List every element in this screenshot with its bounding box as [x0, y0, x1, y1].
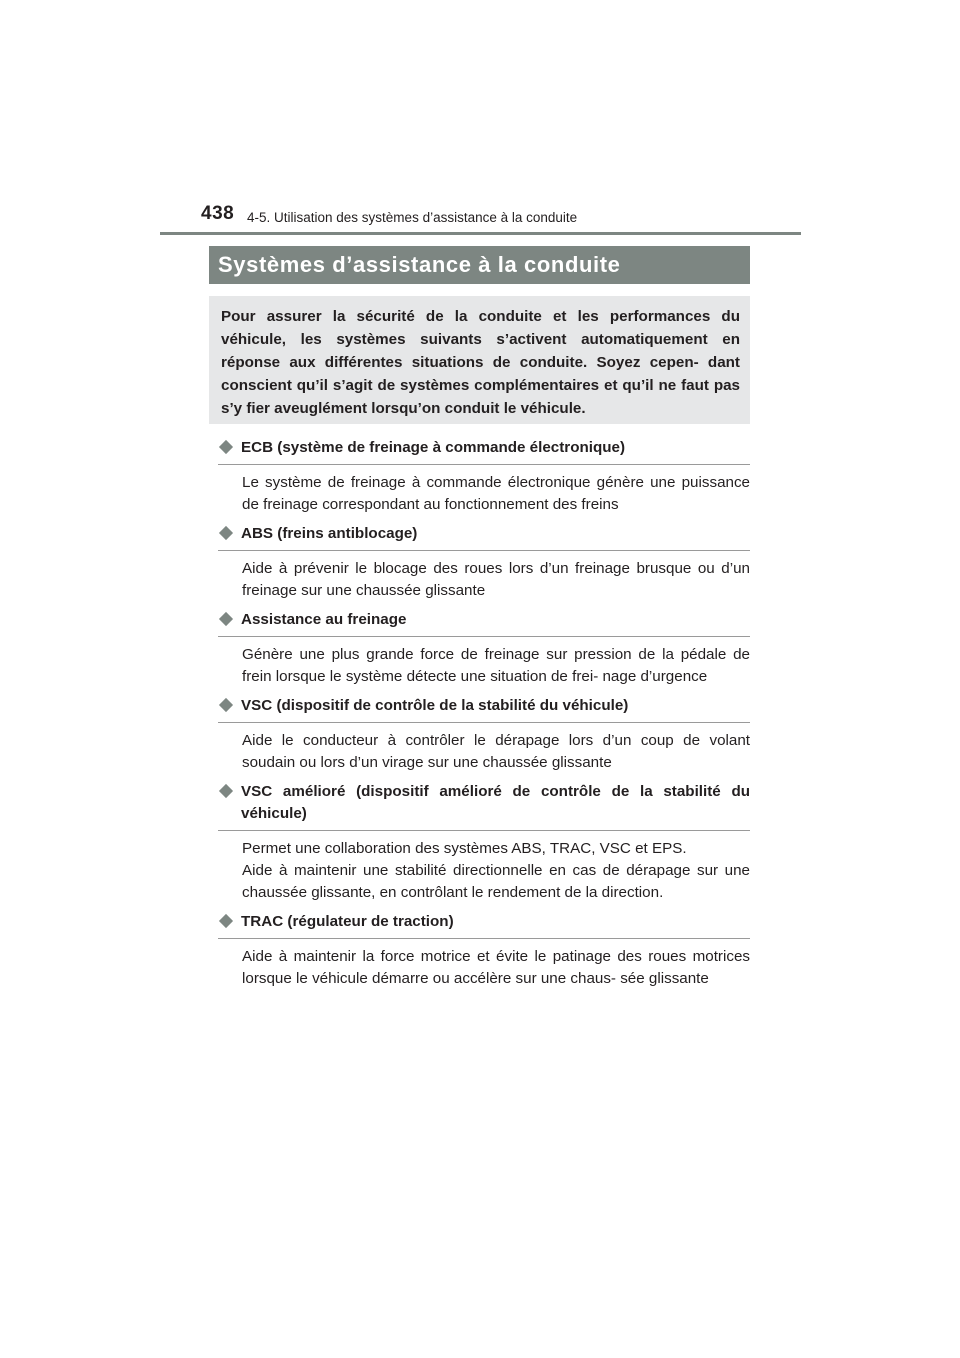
feature-description: Le système de freinage à commande électronique génère une puissance de freinage correspondant au fonctionnement des freins: [242, 474, 750, 513]
feature-brake-assist: [218, 609, 750, 688]
feature-heading: [218, 695, 750, 723]
feature-description: [242, 838, 750, 904]
feature-title: TRAC (régulateur de traction): [241, 913, 454, 930]
feature-title: ECB (système de freinage à commande électronique): [241, 439, 626, 456]
feature-heading: [218, 781, 750, 831]
diamond-bullet-icon: [219, 440, 233, 454]
feature-heading: [218, 609, 750, 637]
diamond-bullet-icon: [219, 784, 233, 798]
feature-description: Aide à maintenir la force motrice et évite le patinage des roues motrices lorsque le véhicule démarre ou accélère sur une chaus- sée glissante: [242, 948, 750, 987]
feature-description: Aide le conducteur à contrôler le dérapage lors d’un coup de volant soudain ou lors d’un virage sur une chaussée glissante: [242, 732, 750, 771]
intro-text: Pour assurer la sécurité de la conduite et les performances du véhicule, les systèmes suivants s’activent automatiquement en réponse aux différentes situations de conduite. Soyez cepen- dant conscient qu’il s’agit de systèmes complémentaires et qu’il ne faut pas s’y fier aveuglément lorsqu’on conduit le véhicule.: [221, 308, 740, 417]
intro-box: [209, 296, 750, 424]
feature-list: [218, 437, 750, 997]
diamond-bullet-icon: [219, 698, 233, 712]
feature-description-line: Aide à maintenir une stabilité directionnelle en cas de dérapage sur une chaussée glissante, en contrôlant le rendement de la direction.: [242, 862, 750, 901]
feature-vsc: [218, 695, 750, 774]
section-title-bar: [209, 246, 750, 284]
page-number: 438: [201, 203, 235, 224]
diamond-bullet-icon: [219, 526, 233, 540]
feature-description: Génère une plus grande force de freinage sur pression de la pédale de frein lorsque le système détecte une situation de frei- nage d’urgence: [242, 646, 750, 685]
feature-heading: [218, 523, 750, 551]
feature-title: Assistance au freinage: [241, 611, 407, 628]
diamond-bullet-icon: [219, 914, 233, 928]
section-title: Systèmes d’assistance à la conduite: [218, 252, 621, 277]
feature-heading: [218, 437, 750, 465]
diamond-bullet-icon: [219, 612, 233, 626]
feature-title: ABS (freins antiblocage): [241, 525, 418, 542]
feature-title: VSC amélioré (dispositif amélioré de contrôle de la stabilité du véhicule): [241, 783, 750, 822]
chapter-heading: 4-5. Utilisation des systèmes d’assistance à la conduite: [247, 210, 578, 225]
feature-trac: [218, 911, 750, 990]
header-rule: [160, 232, 801, 235]
feature-abs: [218, 523, 750, 602]
feature-heading: [218, 911, 750, 939]
feature-ecb: [218, 437, 750, 516]
feature-enhanced-vsc: [218, 781, 750, 904]
feature-title: VSC (dispositif de contrôle de la stabilité du véhicule): [241, 697, 629, 714]
feature-description-line: Permet une collaboration des systèmes ABS, TRAC, VSC et EPS.: [242, 840, 687, 857]
feature-description: Aide à prévenir le blocage des roues lors d’un freinage brusque ou d’un freinage sur une chaussée glissante: [242, 560, 750, 599]
